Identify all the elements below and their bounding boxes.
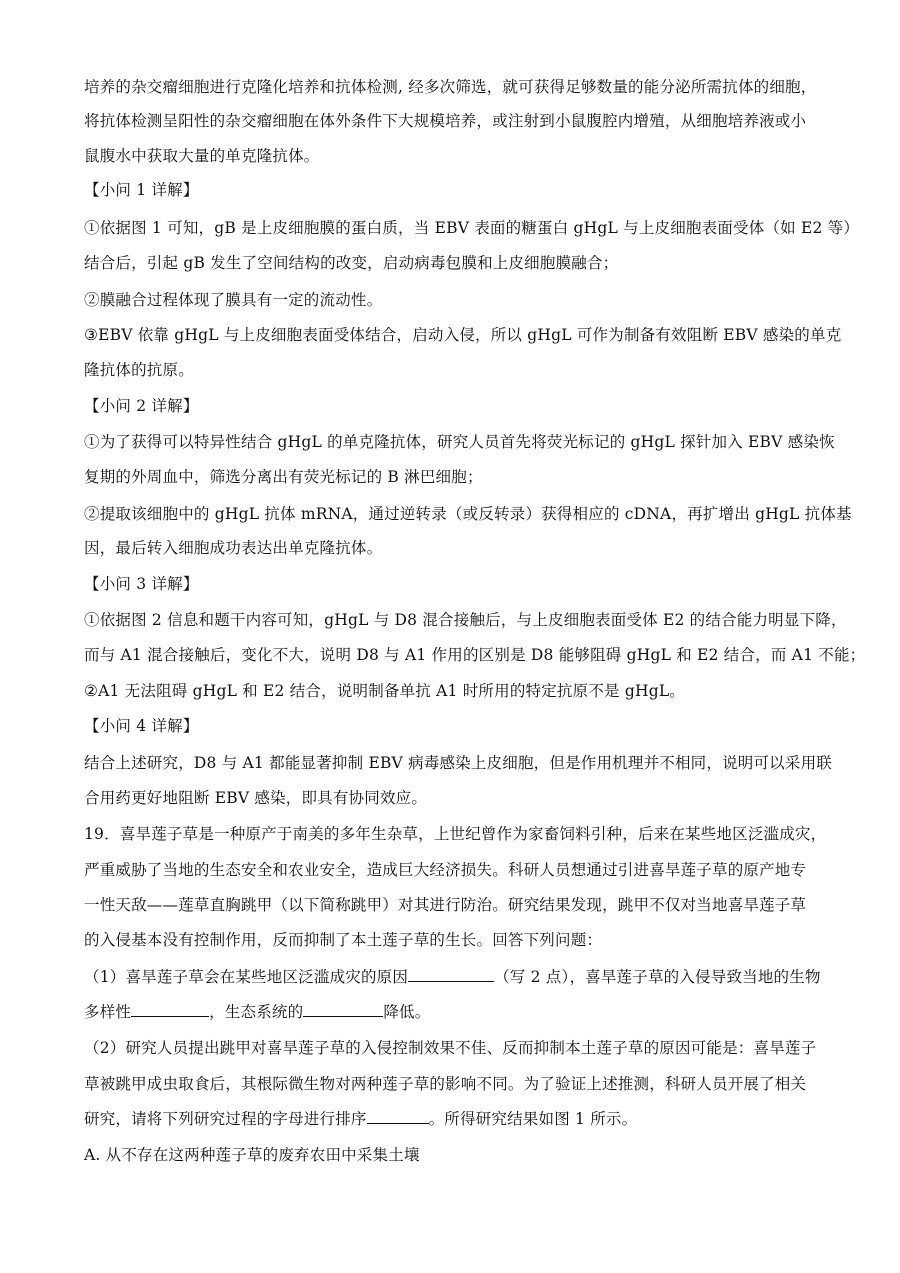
text-line: 结合后，引起 gB 发生了空间结构的改变，启动病毒包膜和上皮细胞膜融合； <box>84 254 619 272</box>
text-line: 结合上述研究，D8 与 A1 都能显著抑制 EBV 病毒感染上皮细胞，但是作用机理并不相同，说明可以采用联 <box>84 754 832 772</box>
question-text: 研究，请将下列研究过程的字母进行排序 <box>84 1110 367 1128</box>
answer-blank[interactable] <box>131 1002 209 1017</box>
question-19-text: 的入侵基本没有控制作用，反而抑制了本土莲子草的生长。回答下列问题： <box>84 931 603 949</box>
text-line: ②A1 无法阻碍 gHgL 和 E2 结合，说明制备单抗 A1 时所用的特定抗原不是 gHgL。 <box>84 682 686 700</box>
text-line: ①为了获得可以特异性结合 gHgL 的单克隆抗体，研究人员首先将荧光标记的 gHgL 探针加入 EBV 感染恢 <box>84 433 835 451</box>
text-line: 鼠腹水中获取大量的单克隆抗体。 <box>84 147 320 165</box>
question-19-1-line <box>84 1002 824 1022</box>
question-19-1-line <box>84 967 824 987</box>
text-line: ①依据图 1 可知，gB 是上皮细胞膜的蛋白质，当 EBV 表面的糖蛋白 gHgL 与上皮细胞表面受体（如 E2 等） <box>84 219 860 237</box>
text-line: 将抗体检测呈阳性的杂交瘤细胞在体外条件下大规模培养，或注射到小鼠腹腔内增殖，从细胞培养液或小 <box>84 112 807 130</box>
question-text: （1）喜旱莲子草会在某些地区泛滥成灾的原因 <box>84 968 409 986</box>
question-text: 多样性 <box>84 1003 132 1021</box>
question-19-2-line: 草被跳甲成虫取食后，其根际微生物对两种莲子草的影响不同。为了验证上述推测，科研人员开展了相关 <box>84 1075 807 1093</box>
text-line: 培养的杂交瘤细胞进行克隆化培养和抗体检测, 经多次筛选，就可获得足够数量的能分泌所需抗体的细胞， <box>84 78 817 96</box>
option-a: A. 从不存在这两种莲子草的废弃农田中采集土壤 <box>84 1146 420 1164</box>
text-line: ③EBV 依靠 gHgL 与上皮细胞表面受体结合，启动入侵，所以 gHgL 可作为制备有效阻断 EBV 感染的单克 <box>84 326 842 344</box>
section-heading: 【小问 3 详解】 <box>84 575 199 593</box>
question-19-text: 严重威胁了当地的生态安全和农业安全，造成巨大经济损失。科研人员想通过引进喜旱莲子草的原产地专 <box>84 861 807 879</box>
question-text: （写 2 点），喜旱莲子草的入侵导致当地的生物 <box>494 968 821 986</box>
section-heading: 【小问 4 详解】 <box>84 717 199 735</box>
question-text: 降低。 <box>383 1003 431 1021</box>
text-line: 而与 A1 混合接触后，变化不大，说明 D8 与 A1 作用的区别是 D8 能够阻碍 gHgL 和 E2 结合，而 A1 不能； <box>84 646 866 664</box>
question-19-text: 19．喜旱莲子草是一种原产于南美的多年生杂草，上世纪曾作为家畜饲料引种，后来在某些地区泛滥成灾， <box>84 825 827 843</box>
text-line: 隆抗体的抗原。 <box>84 361 194 379</box>
answer-blank[interactable] <box>303 1002 383 1017</box>
question-19-2-line: （2）研究人员提出跳甲对喜旱莲子草的入侵控制效果不佳、反而抑制本土莲子草的原因可能是：喜旱莲子 <box>84 1039 817 1057</box>
question-19-2-line <box>84 1109 824 1129</box>
text-line: 合用药更好地阻断 EBV 感染，即具有协同效应。 <box>84 789 428 807</box>
answer-blank[interactable] <box>367 1109 429 1124</box>
section-heading: 【小问 2 详解】 <box>84 397 199 415</box>
section-heading: 【小问 1 详解】 <box>84 181 199 199</box>
text-line: 因，最后转入细胞成功表达出单克隆抗体。 <box>84 539 383 557</box>
question-text: 。所得研究结果如图 1 所示。 <box>428 1110 638 1128</box>
text-line: ②膜融合过程体现了膜具有一定的流动性。 <box>84 291 383 309</box>
text-line: ②提取该细胞中的 gHgL 抗体 mRNA，通过逆转录（或反转录）获得相应的 cDNA，再扩增出 gHgL 抗体基 <box>84 505 852 523</box>
answer-blank[interactable] <box>408 967 494 982</box>
question-text: ，生态系统的 <box>209 1003 304 1021</box>
text-line: ①依据图 2 信息和题干内容可知，gHgL 与 D8 混合接触后，与上皮细胞表面受体 E2 的结合能力明显下降， <box>84 611 847 629</box>
text-line: 复期的外周血中，筛选分离出有荧光标记的 B 淋巴细胞； <box>84 468 483 486</box>
question-19-text: 一性天敌——莲草直胸跳甲（以下简称跳甲）对其进行防治。研究结果发现，跳甲不仅对当地喜旱莲子草 <box>84 896 807 914</box>
